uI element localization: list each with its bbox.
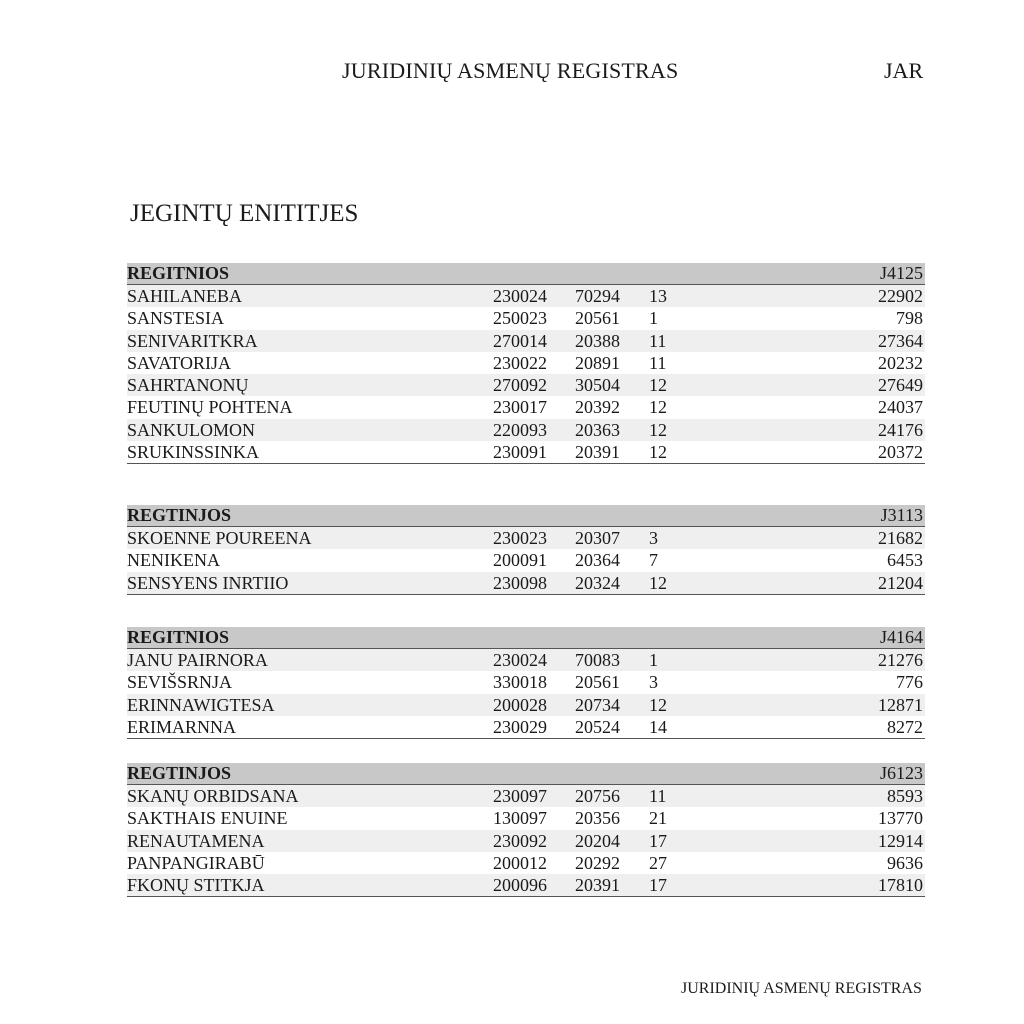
section-code: J4125 (879, 263, 923, 283)
entity-total: 27364 (878, 330, 923, 351)
entity-name: FEUTINŲ POHTENA (127, 397, 293, 418)
entity-count: 13 (649, 286, 667, 306)
entity-count: 3 (649, 528, 658, 548)
entity-code: 230022 (493, 352, 547, 373)
entity-total: 12871 (878, 694, 923, 715)
entity-count: 17 (649, 830, 667, 851)
entity-total: 8272 (887, 716, 923, 737)
section-rows (127, 285, 925, 464)
entity-code: 230098 (493, 572, 547, 593)
entity-name: NENIKENA (127, 550, 220, 571)
entity-name: SAVATORIJA (127, 352, 232, 373)
entity-count: 27 (649, 852, 667, 873)
register-section (127, 627, 925, 739)
entity-number: 20307 (575, 528, 620, 548)
entity-count: 12 (649, 419, 667, 440)
entity-code: 230023 (493, 528, 547, 548)
entity-total: 20372 (878, 442, 923, 463)
table-row (127, 307, 925, 329)
entity-count: 11 (649, 330, 667, 351)
entity-code: 130097 (493, 808, 547, 829)
register-section (127, 763, 925, 897)
entity-number: 70294 (575, 286, 620, 306)
register-section (127, 505, 925, 595)
section-label: REGTINJOS (127, 505, 232, 525)
entity-count: 11 (649, 352, 667, 373)
entity-number: 20391 (575, 442, 620, 463)
section-code: J4164 (879, 627, 923, 647)
entity-total: 12914 (878, 830, 923, 851)
entity-name: SANKULOMON (127, 419, 256, 440)
section-code: J3113 (880, 505, 923, 525)
entity-number: 20561 (575, 672, 620, 693)
entity-total: 13770 (878, 808, 923, 829)
entity-number: 70083 (575, 650, 620, 670)
section-code: J6123 (879, 763, 923, 783)
entity-number: 20561 (575, 308, 620, 329)
entity-code: 330018 (493, 672, 547, 693)
entity-name: JANU PAIRNORA (127, 650, 268, 670)
entity-count: 1 (649, 650, 658, 670)
section-rows (127, 785, 925, 897)
table-row (127, 785, 925, 807)
entity-count: 7 (649, 550, 658, 571)
entity-code: 230024 (493, 286, 547, 306)
entity-name: ERIMARNNA (127, 716, 237, 737)
entity-number: 20204 (575, 830, 620, 851)
table-row (127, 352, 925, 374)
entity-name: PANPANGIRABŪ (127, 852, 265, 873)
entity-count: 1 (649, 308, 658, 329)
entity-code: 200028 (493, 694, 547, 715)
entity-total: 9636 (887, 852, 923, 873)
entity-name: SKANŲ ORBIDSANA (127, 786, 299, 806)
entity-name: SENSYENS INRTIIO (127, 572, 289, 593)
entity-number: 20363 (575, 419, 620, 440)
entity-count: 12 (649, 375, 667, 396)
header-code: JAR (884, 58, 924, 83)
table-row (127, 285, 925, 307)
entity-code: 250023 (493, 308, 547, 329)
entity-total: 24176 (878, 419, 923, 440)
entity-name: SAHILANEBA (127, 286, 242, 306)
entity-count: 12 (649, 397, 667, 418)
entity-number: 20524 (575, 716, 620, 737)
entity-number: 20392 (575, 397, 620, 418)
entity-total: 27649 (878, 375, 923, 396)
entity-number: 20734 (575, 694, 620, 715)
entity-total: 8593 (887, 786, 923, 806)
table-row (127, 830, 925, 852)
entity-number: 20388 (575, 330, 620, 351)
section-rows (127, 527, 925, 595)
entity-count: 12 (649, 694, 667, 715)
page-heading: JEGINTŲ ENITITJES (130, 200, 359, 227)
section-header (127, 763, 925, 785)
entity-number: 20356 (575, 808, 620, 829)
entity-code: 230097 (493, 786, 547, 806)
entity-code: 230017 (493, 397, 547, 418)
entity-total: 22902 (878, 286, 923, 306)
entity-total: 6453 (887, 550, 923, 571)
entity-name: SANSTESIA (127, 308, 225, 329)
entity-total: 21276 (878, 650, 923, 670)
section-label: REGITNIOS (127, 263, 230, 283)
entity-number: 20391 (575, 875, 620, 896)
table-row (127, 572, 925, 595)
table-row (127, 852, 925, 874)
entity-code: 230091 (493, 442, 547, 463)
entity-count: 12 (649, 442, 667, 463)
entity-name: SRUKINSSINKA (127, 442, 260, 463)
entity-code: 270092 (493, 375, 547, 396)
table-row (127, 549, 925, 571)
section-label: REGITNIOS (127, 627, 230, 647)
entity-total: 17810 (878, 875, 923, 896)
section-header (127, 627, 925, 649)
footer-text: JURIDINIŲ ASMENŲ REGISTRAS (681, 980, 922, 997)
entity-number: 30504 (575, 375, 620, 396)
entity-code: 270014 (493, 330, 547, 351)
table-row (127, 671, 925, 693)
entity-count: 12 (649, 572, 667, 593)
entity-number: 20292 (575, 852, 620, 873)
entity-count: 3 (649, 672, 658, 693)
entity-name: SAKTHAIS ENUINE (127, 808, 288, 829)
section-label: REGTINJOS (127, 763, 232, 783)
header-title: JURIDINIŲ ASMENŲ REGISTRAS (342, 58, 679, 83)
entity-total: 776 (896, 672, 923, 693)
entity-number: 20891 (575, 352, 620, 373)
entity-code: 230024 (493, 650, 547, 670)
table-row (127, 807, 925, 829)
entity-count: 11 (649, 786, 667, 806)
entity-name: RENAUTAMENA (127, 830, 265, 851)
table-row (127, 396, 925, 418)
entity-name: SEVIŠSRNJA (127, 672, 233, 693)
table-row (127, 527, 925, 549)
entity-code: 200096 (493, 875, 547, 896)
section-header (127, 505, 925, 527)
table-row (127, 419, 925, 441)
section-rows (127, 649, 925, 739)
entity-count: 17 (649, 875, 667, 896)
entity-code: 200091 (493, 550, 547, 571)
section-header (127, 263, 925, 285)
table-row (127, 330, 925, 352)
entity-total: 20232 (878, 352, 923, 373)
entity-total: 21204 (878, 572, 923, 593)
entity-number: 20364 (575, 550, 620, 571)
entity-code: 230029 (493, 716, 547, 737)
table-row (127, 874, 925, 897)
table-row (127, 716, 925, 739)
entity-name: ERINNAWIGTESA (127, 694, 275, 715)
table-row (127, 649, 925, 671)
entity-number: 20756 (575, 786, 620, 806)
entity-name: SENIVARITKRA (127, 330, 258, 351)
entity-count: 14 (649, 716, 667, 737)
entity-code: 220093 (493, 419, 547, 440)
register-section (127, 263, 925, 464)
entity-code: 230092 (493, 830, 547, 851)
table-row (127, 374, 925, 396)
entity-number: 20324 (575, 572, 620, 593)
entity-total: 798 (896, 308, 923, 329)
entity-total: 21682 (878, 528, 923, 548)
entity-total: 24037 (878, 397, 923, 418)
entity-name: FKONŲ STITKJA (127, 875, 265, 896)
entity-count: 21 (649, 808, 667, 829)
entity-name: SAHRTANONŲ (127, 375, 249, 396)
entity-code: 200012 (493, 852, 547, 873)
entity-name: SKOENNE POUREENA (127, 528, 312, 548)
table-row (127, 441, 925, 464)
table-row (127, 694, 925, 716)
